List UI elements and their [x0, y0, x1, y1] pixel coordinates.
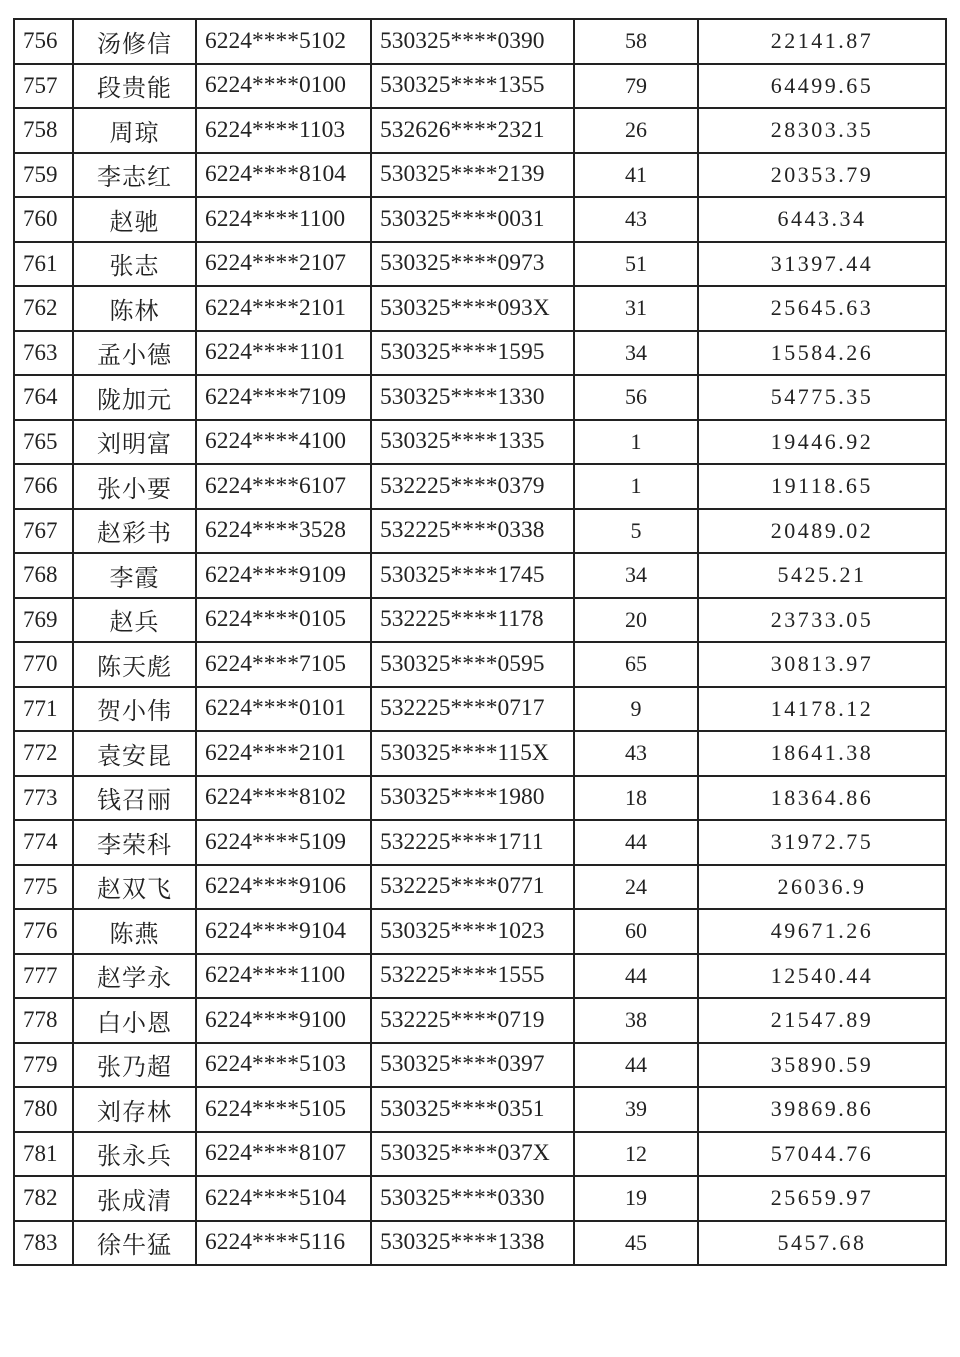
- row-number: 759: [14, 153, 73, 198]
- table-row: [14, 776, 946, 821]
- count-value: 20: [574, 598, 698, 643]
- bank-card-number: 6224****4100: [196, 420, 371, 465]
- person-name: 陇加元: [73, 375, 196, 420]
- count-value: 18: [574, 776, 698, 821]
- bank-card-number: 6224****3528: [196, 509, 371, 554]
- amount-value: 18641.38: [698, 731, 946, 776]
- table-row: [14, 1132, 946, 1177]
- id-number: 530325****2139: [371, 153, 574, 198]
- id-number: 530325****0351: [371, 1087, 574, 1132]
- count-value: 43: [574, 731, 698, 776]
- person-name: 赵学永: [73, 954, 196, 999]
- bank-card-number: 6224****0105: [196, 598, 371, 643]
- row-number: 782: [14, 1176, 73, 1221]
- amount-value: 20489.02: [698, 509, 946, 554]
- count-value: 12: [574, 1132, 698, 1177]
- bank-card-number: 6224****0100: [196, 64, 371, 109]
- bank-card-number: 6224****6107: [196, 464, 371, 509]
- row-number: 774: [14, 820, 73, 865]
- bank-card-number: 6224****1103: [196, 108, 371, 153]
- amount-value: 19446.92: [698, 420, 946, 465]
- table-row: [14, 108, 946, 153]
- amount-value: 31397.44: [698, 242, 946, 287]
- amount-value: 25659.97: [698, 1176, 946, 1221]
- id-number: 530325****0595: [371, 642, 574, 687]
- count-value: 31: [574, 286, 698, 331]
- count-value: 1: [574, 464, 698, 509]
- table-row: [14, 286, 946, 331]
- bank-card-number: 6224****2107: [196, 242, 371, 287]
- person-name: 陈天彪: [73, 642, 196, 687]
- person-name: 陈林: [73, 286, 196, 331]
- person-name: 赵彩书: [73, 509, 196, 554]
- table-row: [14, 909, 946, 954]
- row-number: 757: [14, 64, 73, 109]
- table-row: [14, 687, 946, 732]
- person-name: 李霞: [73, 553, 196, 598]
- bank-card-number: 6224****7109: [196, 375, 371, 420]
- person-name: 刘存林: [73, 1087, 196, 1132]
- bank-card-number: 6224****5109: [196, 820, 371, 865]
- count-value: 51: [574, 242, 698, 287]
- row-number: 760: [14, 197, 73, 242]
- bank-card-number: 6224****5116: [196, 1221, 371, 1266]
- table-row: [14, 1043, 946, 1088]
- table-row: [14, 375, 946, 420]
- id-number: 532225****0338: [371, 509, 574, 554]
- amount-value: 6443.34: [698, 197, 946, 242]
- roster-table: [13, 18, 947, 1266]
- count-value: 45: [574, 1221, 698, 1266]
- id-number: 532225****1178: [371, 598, 574, 643]
- bank-card-number: 6224****7105: [196, 642, 371, 687]
- person-name: 袁安昆: [73, 731, 196, 776]
- row-number: 758: [14, 108, 73, 153]
- bank-card-number: 6224****5104: [196, 1176, 371, 1221]
- table-row: [14, 553, 946, 598]
- table-row: [14, 153, 946, 198]
- count-value: 43: [574, 197, 698, 242]
- row-number: 776: [14, 909, 73, 954]
- table-row: [14, 1221, 946, 1266]
- amount-value: 25645.63: [698, 286, 946, 331]
- bank-card-number: 6224****5103: [196, 1043, 371, 1088]
- table-row: [14, 64, 946, 109]
- person-name: 钱召丽: [73, 776, 196, 821]
- bank-card-number: 6224****9109: [196, 553, 371, 598]
- bank-card-number: 6224****8107: [196, 1132, 371, 1177]
- table-row: [14, 242, 946, 287]
- row-number: 778: [14, 998, 73, 1043]
- bank-card-number: 6224****5102: [196, 19, 371, 64]
- person-name: 徐牛猛: [73, 1221, 196, 1266]
- table-row: [14, 331, 946, 376]
- person-name: 刘明富: [73, 420, 196, 465]
- amount-value: 5425.21: [698, 553, 946, 598]
- amount-value: 19118.65: [698, 464, 946, 509]
- id-number: 530325****1745: [371, 553, 574, 598]
- amount-value: 5457.68: [698, 1221, 946, 1266]
- row-number: 763: [14, 331, 73, 376]
- count-value: 41: [574, 153, 698, 198]
- amount-value: 20353.79: [698, 153, 946, 198]
- table-row: [14, 19, 946, 64]
- table-row: [14, 954, 946, 999]
- table-row: [14, 731, 946, 776]
- amount-value: 22141.87: [698, 19, 946, 64]
- id-number: 530325****1335: [371, 420, 574, 465]
- row-number: 783: [14, 1221, 73, 1266]
- count-value: 79: [574, 64, 698, 109]
- person-name: 汤修信: [73, 19, 196, 64]
- id-number: 532225****0717: [371, 687, 574, 732]
- bank-card-number: 6224****2101: [196, 731, 371, 776]
- row-number: 780: [14, 1087, 73, 1132]
- count-value: 38: [574, 998, 698, 1043]
- row-number: 772: [14, 731, 73, 776]
- table-body: [14, 19, 946, 1265]
- count-value: 56: [574, 375, 698, 420]
- amount-value: 14178.12: [698, 687, 946, 732]
- table-row: [14, 1087, 946, 1132]
- id-number: 530325****1595: [371, 331, 574, 376]
- id-number: 532225****0771: [371, 865, 574, 910]
- row-number: 764: [14, 375, 73, 420]
- id-number: 530325****0330: [371, 1176, 574, 1221]
- table-row: [14, 642, 946, 687]
- amount-value: 21547.89: [698, 998, 946, 1043]
- id-number: 530325****0031: [371, 197, 574, 242]
- person-name: 白小恩: [73, 998, 196, 1043]
- id-number: 530325****037X: [371, 1132, 574, 1177]
- table-row: [14, 464, 946, 509]
- bank-card-number: 6224****0101: [196, 687, 371, 732]
- count-value: 58: [574, 19, 698, 64]
- amount-value: 49671.26: [698, 909, 946, 954]
- row-number: 771: [14, 687, 73, 732]
- table-row: [14, 509, 946, 554]
- amount-value: 30813.97: [698, 642, 946, 687]
- amount-value: 35890.59: [698, 1043, 946, 1088]
- id-number: 530325****1330: [371, 375, 574, 420]
- count-value: 34: [574, 553, 698, 598]
- person-name: 陈燕: [73, 909, 196, 954]
- bank-card-number: 6224****1100: [196, 954, 371, 999]
- row-number: 762: [14, 286, 73, 331]
- id-number: 530325****1338: [371, 1221, 574, 1266]
- id-number: 530325****1980: [371, 776, 574, 821]
- row-number: 769: [14, 598, 73, 643]
- id-number: 532225****1555: [371, 954, 574, 999]
- amount-value: 28303.35: [698, 108, 946, 153]
- amount-value: 39869.86: [698, 1087, 946, 1132]
- amount-value: 54775.35: [698, 375, 946, 420]
- amount-value: 18364.86: [698, 776, 946, 821]
- row-number: 770: [14, 642, 73, 687]
- table-row: [14, 820, 946, 865]
- table-row: [14, 598, 946, 643]
- count-value: 9: [574, 687, 698, 732]
- id-number: 532225****0379: [371, 464, 574, 509]
- person-name: 周琼: [73, 108, 196, 153]
- count-value: 26: [574, 108, 698, 153]
- person-name: 张成清: [73, 1176, 196, 1221]
- id-number: 530325****1355: [371, 64, 574, 109]
- id-number: 530325****0390: [371, 19, 574, 64]
- person-name: 贺小伟: [73, 687, 196, 732]
- person-name: 张小要: [73, 464, 196, 509]
- person-name: 段贵能: [73, 64, 196, 109]
- row-number: 781: [14, 1132, 73, 1177]
- person-name: 张永兵: [73, 1132, 196, 1177]
- table-row: [14, 998, 946, 1043]
- row-number: 768: [14, 553, 73, 598]
- table-row: [14, 420, 946, 465]
- bank-card-number: 6224****8104: [196, 153, 371, 198]
- amount-value: 12540.44: [698, 954, 946, 999]
- count-value: 44: [574, 1043, 698, 1088]
- count-value: 44: [574, 820, 698, 865]
- person-name: 张乃超: [73, 1043, 196, 1088]
- row-number: 773: [14, 776, 73, 821]
- count-value: 39: [574, 1087, 698, 1132]
- bank-card-number: 6224****1101: [196, 331, 371, 376]
- id-number: 532225****1711: [371, 820, 574, 865]
- person-name: 赵双飞: [73, 865, 196, 910]
- row-number: 767: [14, 509, 73, 554]
- bank-card-number: 6224****2101: [196, 286, 371, 331]
- person-name: 赵驰: [73, 197, 196, 242]
- id-number: 530325****0397: [371, 1043, 574, 1088]
- id-number: 530325****093X: [371, 286, 574, 331]
- bank-card-number: 6224****9100: [196, 998, 371, 1043]
- person-name: 赵兵: [73, 598, 196, 643]
- bank-card-number: 6224****9106: [196, 865, 371, 910]
- row-number: 756: [14, 19, 73, 64]
- id-number: 532626****2321: [371, 108, 574, 153]
- row-number: 766: [14, 464, 73, 509]
- amount-value: 57044.76: [698, 1132, 946, 1177]
- row-number: 765: [14, 420, 73, 465]
- bank-card-number: 6224****9104: [196, 909, 371, 954]
- table-row: [14, 197, 946, 242]
- amount-value: 64499.65: [698, 64, 946, 109]
- person-name: 李荣科: [73, 820, 196, 865]
- count-value: 5: [574, 509, 698, 554]
- amount-value: 26036.9: [698, 865, 946, 910]
- row-number: 775: [14, 865, 73, 910]
- count-value: 34: [574, 331, 698, 376]
- row-number: 779: [14, 1043, 73, 1088]
- id-number: 532225****0719: [371, 998, 574, 1043]
- id-number: 530325****1023: [371, 909, 574, 954]
- person-name: 张志: [73, 242, 196, 287]
- bank-card-number: 6224****5105: [196, 1087, 371, 1132]
- count-value: 65: [574, 642, 698, 687]
- id-number: 530325****115X: [371, 731, 574, 776]
- count-value: 44: [574, 954, 698, 999]
- row-number: 761: [14, 242, 73, 287]
- table-row: [14, 865, 946, 910]
- bank-card-number: 6224****1100: [196, 197, 371, 242]
- amount-value: 23733.05: [698, 598, 946, 643]
- bank-card-number: 6224****8102: [196, 776, 371, 821]
- count-value: 1: [574, 420, 698, 465]
- person-name: 孟小德: [73, 331, 196, 376]
- amount-value: 15584.26: [698, 331, 946, 376]
- amount-value: 31972.75: [698, 820, 946, 865]
- table-row: [14, 1176, 946, 1221]
- count-value: 60: [574, 909, 698, 954]
- id-number: 530325****0973: [371, 242, 574, 287]
- person-name: 李志红: [73, 153, 196, 198]
- count-value: 19: [574, 1176, 698, 1221]
- row-number: 777: [14, 954, 73, 999]
- count-value: 24: [574, 865, 698, 910]
